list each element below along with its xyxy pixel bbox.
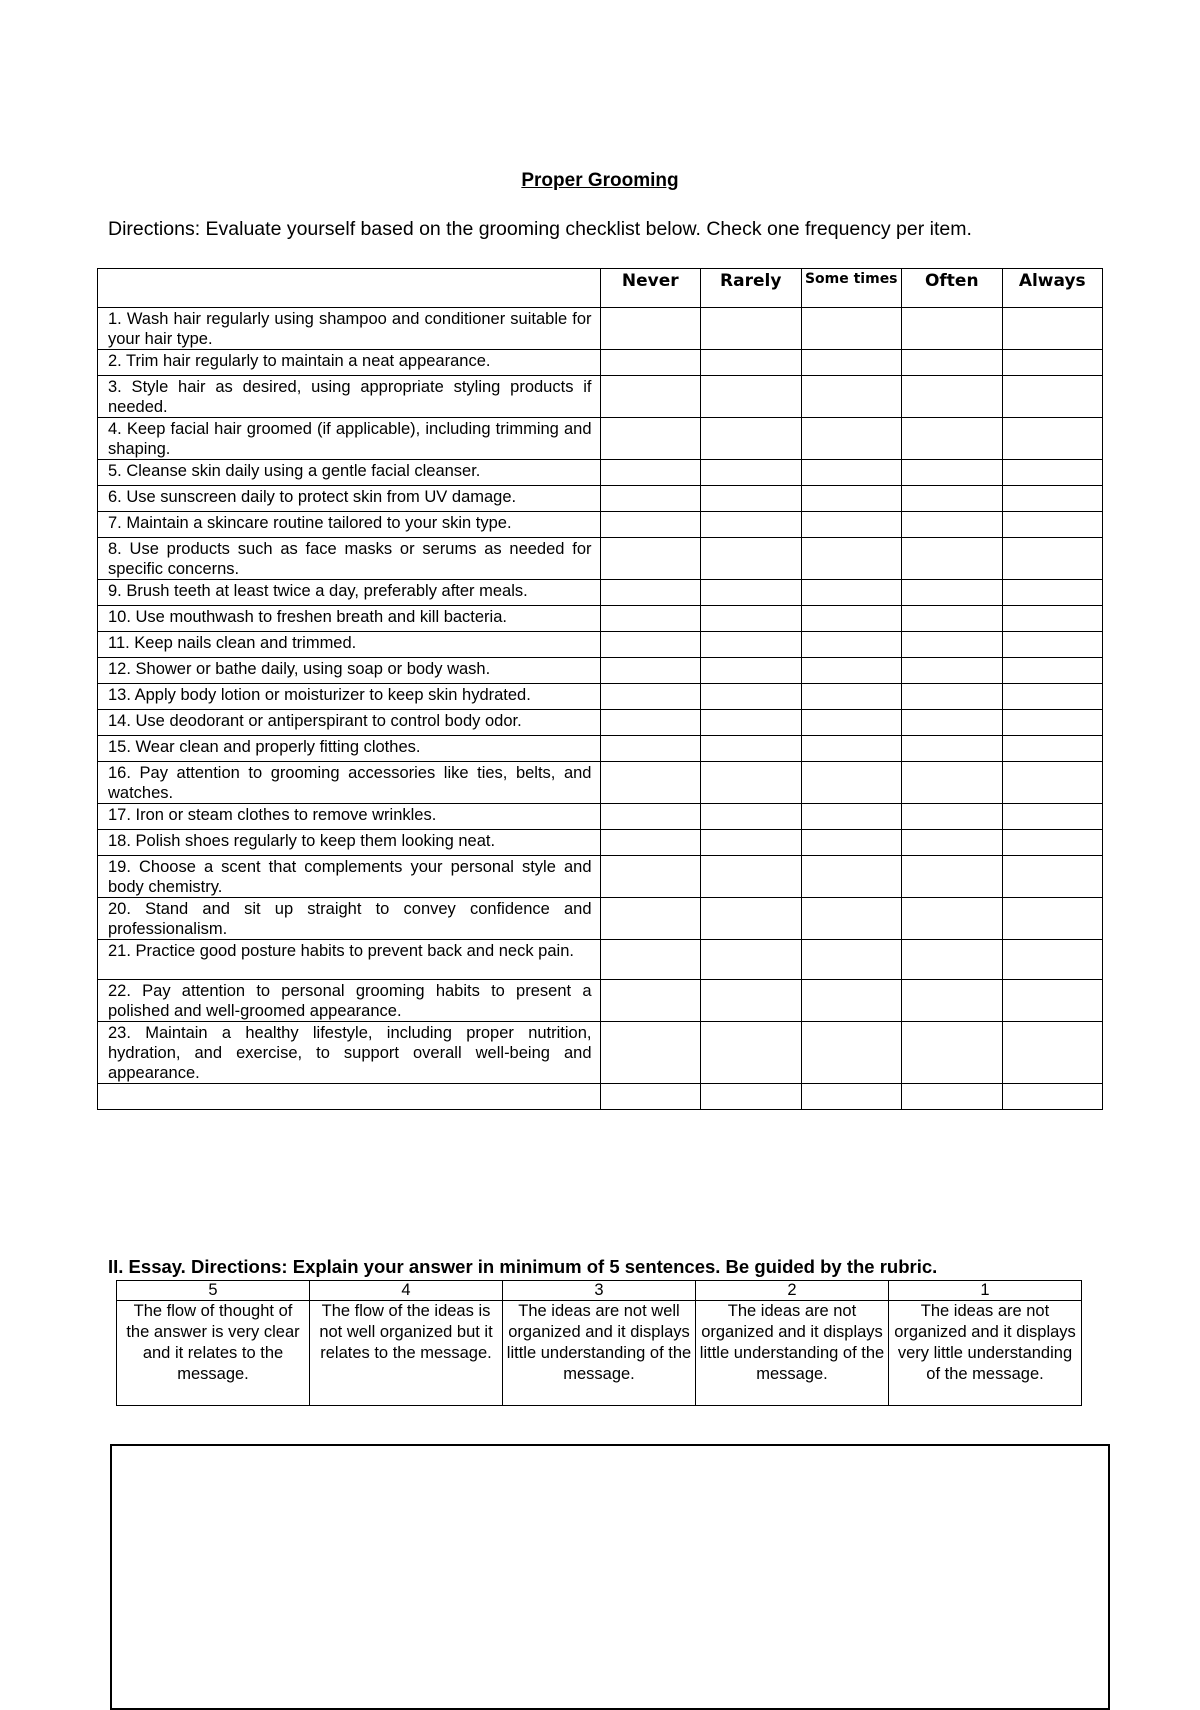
checklist-item-text: 3. Style hair as desired, using appropriate styling products if needed. <box>98 376 601 418</box>
frequency-cell-often[interactable] <box>902 804 1003 830</box>
blank-header-cell <box>98 269 601 308</box>
checklist-row <box>98 658 1103 684</box>
frequency-cell-sometimes[interactable] <box>801 350 902 376</box>
frequency-cell-rarely[interactable] <box>701 830 802 856</box>
frequency-cell-sometimes[interactable] <box>801 736 902 762</box>
column-header-rarely: Rarely <box>701 269 802 308</box>
checklist-row <box>98 460 1103 486</box>
frequency-cell-always[interactable] <box>1002 710 1103 736</box>
frequency-cell-sometimes[interactable] <box>801 418 902 460</box>
checklist-row <box>98 856 1103 898</box>
rubric-score-row <box>117 1281 1082 1301</box>
checklist-row <box>98 830 1103 856</box>
frequency-cell-always[interactable] <box>1002 632 1103 658</box>
column-header-never: Never <box>600 269 701 308</box>
frequency-cell-never[interactable] <box>600 512 701 538</box>
frequency-cell-always[interactable] <box>1002 308 1103 350</box>
checklist-row <box>98 1022 1103 1084</box>
frequency-cell-always[interactable] <box>1002 830 1103 856</box>
page-title: Proper Grooming <box>521 170 679 191</box>
rubric-description: The ideas are not organized and it displays little understanding of the message. <box>696 1301 889 1406</box>
frequency-cell-sometimes[interactable] <box>801 804 902 830</box>
frequency-cell-never[interactable] <box>600 1022 701 1084</box>
frequency-cell-rarely[interactable] <box>701 856 802 898</box>
frequency-cell-often[interactable] <box>902 606 1003 632</box>
checklist-row <box>98 684 1103 710</box>
frequency-cell-rarely[interactable] <box>701 658 802 684</box>
blank-frequency-cell[interactable] <box>801 1084 902 1110</box>
frequency-cell-rarely[interactable] <box>701 710 802 736</box>
frequency-cell-never[interactable] <box>600 804 701 830</box>
frequency-cell-often[interactable] <box>902 762 1003 804</box>
frequency-cell-sometimes[interactable] <box>801 1022 902 1084</box>
column-header-often: Often <box>902 269 1003 308</box>
frequency-cell-often[interactable] <box>902 684 1003 710</box>
frequency-cell-never[interactable] <box>600 418 701 460</box>
frequency-cell-sometimes[interactable] <box>801 898 902 940</box>
frequency-cell-always[interactable] <box>1002 658 1103 684</box>
frequency-cell-rarely[interactable] <box>701 1022 802 1084</box>
frequency-cell-sometimes[interactable] <box>801 684 902 710</box>
frequency-cell-never[interactable] <box>600 538 701 580</box>
checklist-row <box>98 538 1103 580</box>
frequency-cell-often[interactable] <box>902 632 1003 658</box>
rubric-score: 5 <box>117 1281 310 1301</box>
checklist-item-text: 6. Use sunscreen daily to protect skin from UV damage. <box>98 486 601 512</box>
frequency-cell-sometimes[interactable] <box>801 940 902 980</box>
frequency-cell-rarely[interactable] <box>701 632 802 658</box>
checklist-item-text: 14. Use deodorant or antiperspirant to control body odor. <box>98 710 601 736</box>
frequency-cell-often[interactable] <box>902 898 1003 940</box>
frequency-cell-often[interactable] <box>902 538 1003 580</box>
frequency-cell-rarely[interactable] <box>701 486 802 512</box>
frequency-cell-often[interactable] <box>902 308 1003 350</box>
checklist-item-text: 5. Cleanse skin daily using a gentle facial cleanser. <box>98 460 601 486</box>
frequency-cell-sometimes[interactable] <box>801 460 902 486</box>
frequency-cell-never[interactable] <box>600 762 701 804</box>
checklist-item-text: 15. Wear clean and properly fitting clothes. <box>98 736 601 762</box>
blank-item-cell <box>98 1084 601 1110</box>
frequency-cell-often[interactable] <box>902 350 1003 376</box>
frequency-cell-never[interactable] <box>600 580 701 606</box>
checklist-item-text: 11. Keep nails clean and trimmed. <box>98 632 601 658</box>
checklist-row <box>98 710 1103 736</box>
checklist-item-text: 21. Practice good posture habits to prevent back and neck pain. <box>98 940 601 980</box>
blank-frequency-cell[interactable] <box>600 1084 701 1110</box>
frequency-cell-rarely[interactable] <box>701 898 802 940</box>
rubric-description: The flow of thought of the answer is very clear and it relates to the message. <box>117 1301 310 1406</box>
frequency-cell-always[interactable] <box>1002 980 1103 1022</box>
column-header-always: Always <box>1002 269 1103 308</box>
frequency-cell-sometimes[interactable] <box>801 308 902 350</box>
frequency-cell-often[interactable] <box>902 418 1003 460</box>
frequency-cell-never[interactable] <box>600 856 701 898</box>
frequency-cell-rarely[interactable] <box>701 762 802 804</box>
frequency-cell-always[interactable] <box>1002 736 1103 762</box>
frequency-cell-never[interactable] <box>600 736 701 762</box>
blank-frequency-cell[interactable] <box>701 1084 802 1110</box>
rubric-score: 3 <box>503 1281 696 1301</box>
frequency-cell-always[interactable] <box>1002 580 1103 606</box>
frequency-cell-rarely[interactable] <box>701 418 802 460</box>
frequency-cell-often[interactable] <box>902 736 1003 762</box>
checklist-item-text: 1. Wash hair regularly using shampoo and conditioner suitable for your hair type. <box>98 308 601 350</box>
checklist-row <box>98 308 1103 350</box>
frequency-cell-often[interactable] <box>902 830 1003 856</box>
checklist-item-text: 23. Maintain a healthy lifestyle, including proper nutrition, hydration, and exercise, to support overall well-being and appearance. <box>98 1022 601 1084</box>
frequency-cell-rarely[interactable] <box>701 580 802 606</box>
frequency-cell-sometimes[interactable] <box>801 856 902 898</box>
frequency-cell-sometimes[interactable] <box>801 512 902 538</box>
frequency-cell-always[interactable] <box>1002 606 1103 632</box>
checklist-row <box>98 418 1103 460</box>
checklist-item-text: 8. Use products such as face masks or serums as needed for specific concerns. <box>98 538 601 580</box>
rubric-description-row <box>117 1301 1082 1406</box>
frequency-cell-always[interactable] <box>1002 350 1103 376</box>
frequency-cell-never[interactable] <box>600 350 701 376</box>
grooming-checklist-table <box>97 268 1103 1110</box>
essay-heading: II. Essay. Directions: Explain your answer in minimum of 5 sentences. Be guided by the rubric. <box>108 1256 938 1277</box>
checklist-item-text: 12. Shower or bathe daily, using soap or body wash. <box>98 658 601 684</box>
checklist-row <box>98 606 1103 632</box>
frequency-cell-always[interactable] <box>1002 512 1103 538</box>
frequency-cell-always[interactable] <box>1002 940 1103 980</box>
checklist-item-text: 16. Pay attention to grooming accessories like ties, belts, and watches. <box>98 762 601 804</box>
frequency-cell-never[interactable] <box>600 308 701 350</box>
frequency-cell-sometimes[interactable] <box>801 606 902 632</box>
frequency-cell-sometimes[interactable] <box>801 710 902 736</box>
frequency-cell-rarely[interactable] <box>701 376 802 418</box>
frequency-cell-never[interactable] <box>600 632 701 658</box>
essay-answer-box[interactable] <box>110 1444 1110 1710</box>
checklist-item-text: 17. Iron or steam clothes to remove wrinkles. <box>98 804 601 830</box>
frequency-cell-often[interactable] <box>902 940 1003 980</box>
frequency-cell-often[interactable] <box>902 1022 1003 1084</box>
checklist-item-text: 18. Polish shoes regularly to keep them looking neat. <box>98 830 601 856</box>
checklist-row <box>98 762 1103 804</box>
frequency-cell-sometimes[interactable] <box>801 762 902 804</box>
rubric-description: The flow of the ideas is not well organized but it relates to the message. <box>310 1301 503 1406</box>
rubric-score: 1 <box>889 1281 1082 1301</box>
checklist-row <box>98 898 1103 940</box>
checklist-row <box>98 632 1103 658</box>
rubric-description: The ideas are not organized and it displays very little understanding of the message. <box>889 1301 1082 1406</box>
frequency-cell-never[interactable] <box>600 376 701 418</box>
checklist-item-text: 2. Trim hair regularly to maintain a neat appearance. <box>98 350 601 376</box>
frequency-cell-rarely[interactable] <box>701 736 802 762</box>
frequency-cell-sometimes[interactable] <box>801 632 902 658</box>
directions-text: Directions: Evaluate yourself based on the grooming checklist below. Check one frequency per item. <box>108 218 972 240</box>
frequency-cell-always[interactable] <box>1002 460 1103 486</box>
frequency-cell-never[interactable] <box>600 940 701 980</box>
checklist-row <box>98 350 1103 376</box>
frequency-cell-always[interactable] <box>1002 762 1103 804</box>
frequency-cell-always[interactable] <box>1002 804 1103 830</box>
checklist-item-text: 13. Apply body lotion or moisturizer to keep skin hydrated. <box>98 684 601 710</box>
frequency-cell-rarely[interactable] <box>701 538 802 580</box>
frequency-cell-rarely[interactable] <box>701 350 802 376</box>
frequency-cell-rarely[interactable] <box>701 684 802 710</box>
checklist-row <box>98 736 1103 762</box>
frequency-cell-always[interactable] <box>1002 684 1103 710</box>
checklist-item-text: 9. Brush teeth at least twice a day, preferably after meals. <box>98 580 601 606</box>
frequency-cell-always[interactable] <box>1002 856 1103 898</box>
frequency-cell-often[interactable] <box>902 856 1003 898</box>
checklist-header-row <box>98 269 1103 308</box>
rubric-description: The ideas are not well organized and it displays little understanding of the message. <box>503 1301 696 1406</box>
checklist-item-text: 7. Maintain a skincare routine tailored to your skin type. <box>98 512 601 538</box>
frequency-cell-never[interactable] <box>600 606 701 632</box>
frequency-cell-never[interactable] <box>600 830 701 856</box>
frequency-cell-often[interactable] <box>902 580 1003 606</box>
checklist-row <box>98 486 1103 512</box>
frequency-cell-rarely[interactable] <box>701 606 802 632</box>
blank-frequency-cell[interactable] <box>1002 1084 1103 1110</box>
rubric-score: 2 <box>696 1281 889 1301</box>
frequency-cell-never[interactable] <box>600 460 701 486</box>
frequency-cell-often[interactable] <box>902 658 1003 684</box>
checklist-row <box>98 980 1103 1022</box>
frequency-cell-never[interactable] <box>600 898 701 940</box>
frequency-cell-never[interactable] <box>600 684 701 710</box>
rubric-score: 4 <box>310 1281 503 1301</box>
checklist-item-text: 4. Keep facial hair groomed (if applicable), including trimming and shaping. <box>98 418 601 460</box>
frequency-cell-always[interactable] <box>1002 486 1103 512</box>
frequency-cell-always[interactable] <box>1002 538 1103 580</box>
frequency-cell-sometimes[interactable] <box>801 658 902 684</box>
frequency-cell-always[interactable] <box>1002 898 1103 940</box>
frequency-cell-sometimes[interactable] <box>801 376 902 418</box>
frequency-cell-often[interactable] <box>902 710 1003 736</box>
checklist-blank-row <box>98 1084 1103 1110</box>
rubric-table <box>116 1280 1082 1406</box>
frequency-cell-rarely[interactable] <box>701 512 802 538</box>
frequency-cell-sometimes[interactable] <box>801 830 902 856</box>
frequency-cell-often[interactable] <box>902 460 1003 486</box>
checklist-row <box>98 580 1103 606</box>
frequency-cell-sometimes[interactable] <box>801 486 902 512</box>
frequency-cell-never[interactable] <box>600 980 701 1022</box>
checklist-row <box>98 512 1103 538</box>
column-header-sometimes: Some times <box>801 269 902 308</box>
frequency-cell-often[interactable] <box>902 980 1003 1022</box>
checklist-row <box>98 804 1103 830</box>
frequency-cell-always[interactable] <box>1002 376 1103 418</box>
checklist-item-text: 10. Use mouthwash to freshen breath and kill bacteria. <box>98 606 601 632</box>
checklist-row <box>98 376 1103 418</box>
frequency-cell-sometimes[interactable] <box>801 538 902 580</box>
frequency-cell-often[interactable] <box>902 376 1003 418</box>
frequency-cell-often[interactable] <box>902 512 1003 538</box>
frequency-cell-never[interactable] <box>600 486 701 512</box>
checklist-row <box>98 940 1103 980</box>
blank-frequency-cell[interactable] <box>902 1084 1003 1110</box>
frequency-cell-never[interactable] <box>600 710 701 736</box>
frequency-cell-often[interactable] <box>902 486 1003 512</box>
checklist-item-text: 20. Stand and sit up straight to convey confidence and professionalism. <box>98 898 601 940</box>
frequency-cell-never[interactable] <box>600 658 701 684</box>
frequency-cell-rarely[interactable] <box>701 804 802 830</box>
frequency-cell-rarely[interactable] <box>701 980 802 1022</box>
frequency-cell-sometimes[interactable] <box>801 980 902 1022</box>
checklist-item-text: 22. Pay attention to personal grooming habits to present a polished and well-groomed appearance. <box>98 980 601 1022</box>
frequency-cell-always[interactable] <box>1002 418 1103 460</box>
frequency-cell-sometimes[interactable] <box>801 580 902 606</box>
frequency-cell-rarely[interactable] <box>701 940 802 980</box>
checklist-item-text: 19. Choose a scent that complements your personal style and body chemistry. <box>98 856 601 898</box>
frequency-cell-always[interactable] <box>1002 1022 1103 1084</box>
frequency-cell-rarely[interactable] <box>701 460 802 486</box>
frequency-cell-rarely[interactable] <box>701 308 802 350</box>
